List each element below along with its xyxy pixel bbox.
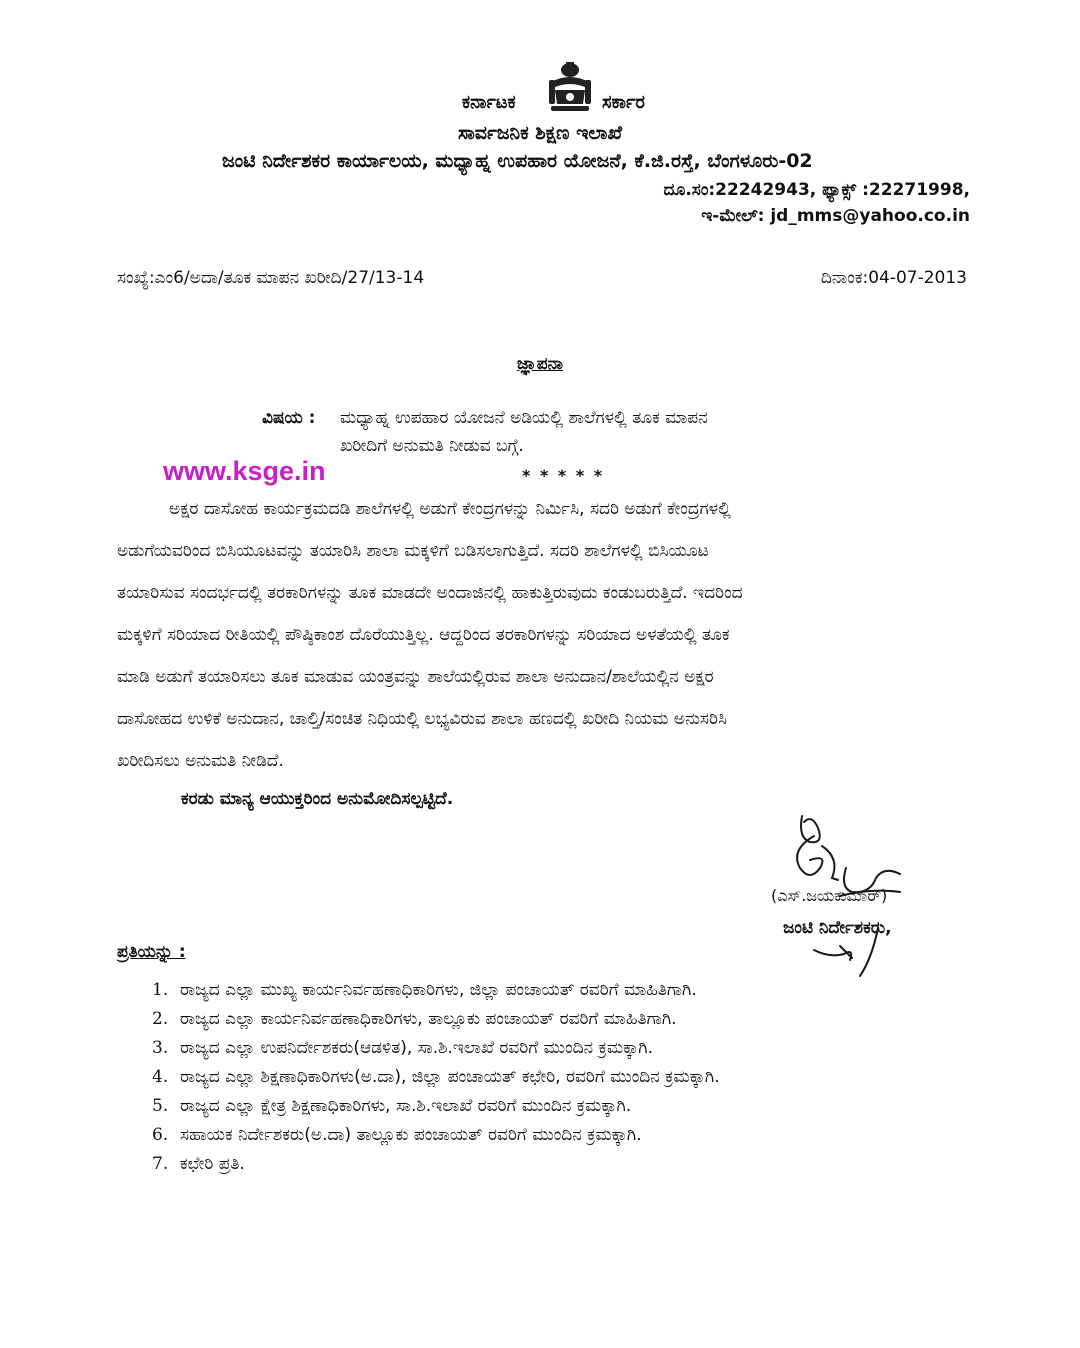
gov-right: ಸರ್ಕಾರ: [602, 92, 645, 113]
item-number: 2.: [152, 1009, 169, 1029]
item-text: ಸಹಾಯಕ ನಿರ್ದೇಶಕರು(ಅ.ದಾ) ತಾಲ್ಲೂಕು ಪಂಚಾಯತ್ ರವರಿಗೆ ಮುಂದಿನ ಕ್ರಮಕ್ಕಾಗಿ.: [180, 1125, 642, 1145]
subject-line-1: ಮಧ್ಯಾಹ್ನ ಉಪಹಾರ ಯೋಜನೆ ಅಡಿಯಲ್ಲಿ ಶಾಲೆಗಳಲ್ಲಿ ತೂಕ ಮಾಪನ: [340, 408, 708, 428]
item-text: ರಾಜ್ಯದ ಎಲ್ಲಾ ಕಾರ್ಯನಿರ್ವಹಣಾಧಿಕಾರಿಗಳು, ತಾಲ್ಲೂಕು ಪಂಚಾಯತ್ ರವರಿಗೆ ಮಾಹಿತಿಗಾಗಿ.: [180, 1009, 677, 1029]
item-number: 1.: [152, 980, 169, 1000]
subject-line-2: ಖರೀದಿಗೆ ಅನುಮತಿ ನೀಡುವ ಬಗ್ಗೆ.: [340, 436, 524, 456]
copies-heading: ಪ್ರತಿಯನ್ನು :: [117, 942, 186, 962]
list-item: [152, 1150, 720, 1179]
email-line: ಇ-ಮೇಲ್: jd_mms@yahoo.co.in: [701, 206, 970, 226]
signatory-name: (ಎಸ್.ಜಯಕುಮಾರ್): [771, 886, 888, 905]
phone-fax: ದೂ.ಸಂ:22242943, ಫ್ಯಾಕ್ಸ್ :22271998,: [663, 180, 970, 200]
list-item: [152, 1005, 720, 1034]
state-emblem-icon: [545, 60, 595, 114]
list-item: [152, 1092, 720, 1121]
body-line: ತಯಾರಿಸುವ ಸಂದರ್ಭದಲ್ಲಿ ತರಕಾರಿಗಳನ್ನು ತೂಕ ಮಾಡದೇ ಅಂದಾಜಿನಲ್ಲಿ ಹಾಕುತ್ತಿರುವುದು ಕಂಡುಬರುತ್ತಿದೆ. ಇದರಿಂದ: [117, 583, 743, 603]
item-number: 7.: [152, 1154, 169, 1174]
item-text: ರಾಜ್ಯದ ಎಲ್ಲಾ ಮುಖ್ಯ ಕಾರ್ಯನಿರ್ವಹಣಾಧಿಕಾರಿಗಳು, ಜಿಲ್ಲಾ ಪಂಚಾಯತ್ ರವರಿಗೆ ಮಾಹಿತಿಗಾಗಿ.: [180, 980, 697, 1000]
memo-body: [117, 488, 1013, 782]
list-item: [152, 1034, 720, 1063]
list-item: [152, 1063, 720, 1092]
body-line: ಮಕ್ಕಳಿಗೆ ಸರಿಯಾದ ರೀತಿಯಲ್ಲಿ ಪೌಷ್ಠಿಕಾಂಶ ದೊರೆಯುತ್ತಿಲ್ಲ. ಆದ್ದರಿಂದ ತರಕಾರಿಗಳನ್ನು ಸರಿಯಾದ ಅಳತೆಯಲ್ಲಿ ತೂಕ: [117, 625, 730, 645]
item-number: 3.: [152, 1038, 169, 1058]
body-line: ದಾಸೋಹದ ಉಳಿಕೆ ಅನುದಾನ, ಚಾಲ್ತಿ/ಸಂಚಿತ ನಿಧಿಯಲ್ಲಿ ಲಭ್ಯವಿರುವ ಶಾಲಾ ಹಣದಲ್ಲಿ ಖರೀದಿ ನಿಯಮ ಅನುಸರಿಸಿ: [117, 709, 727, 729]
reference-number: ಸಂಖ್ಯೆ:ಎಂ6/ಅದಾ/ತೂಕ ಮಾಪನ ಖರೀದಿ/27/13-14: [117, 268, 425, 288]
office-address: ಜಂಟಿ ನಿರ್ದೇಶಕರ ಕಾರ್ಯಾಲಯ, ಮಧ್ಯಾಹ್ನ ಉಪಹಾರ ಯೋಜನೆ, ಕೆ.ಜಿ.ರಸ್ತೆ, ಬೆಂಗಳೂರು-02: [222, 150, 813, 172]
subject-label: ವಿಷಯ :: [262, 408, 316, 428]
body-line: ಅಕ್ಷರ ದಾಸೋಹ ಕಾರ್ಯಕ್ರಮದಡಿ ಶಾಲೆಗಳಲ್ಲಿ ಅಡುಗೆ ಕೇಂದ್ರಗಳನ್ನು ನಿರ್ಮಿಸಿ, ಸದರಿ ಅಡುಗೆ ಕೇಂದ್ರಗಳಲ್ಲಿ: [169, 499, 731, 519]
item-text: ರಾಜ್ಯದ ಎಲ್ಲಾ ಉಪನಿರ್ದೇಶಕರು(ಆಡಳಿತ), ಸಾ.ಶಿ.ಇಲಾಖೆ ರವರಿಗೆ ಮುಂದಿನ ಕ್ರಮಕ್ಕಾಗಿ.: [180, 1038, 654, 1058]
website-watermark: www.ksge.in: [163, 456, 326, 486]
reference-date: ದಿನಾಂಕ:04-07-2013: [820, 268, 967, 288]
memo-title: ಜ್ಞಾಪನಾ: [516, 354, 564, 374]
item-text: ರಾಜ್ಯದ ಎಲ್ಲಾ ಶಿಕ್ಷಣಾಧಿಕಾರಿಗಳು(ಅ.ದಾ), ಜಿಲ್ಲಾ ಪಂಚಾಯತ್ ಕಛೇರಿ, ರವರಿಗೆ ಮುಂದಿನ ಕ್ರಮಕ್ಕಾಗಿ.: [180, 1067, 720, 1087]
item-number: 5.: [152, 1096, 169, 1116]
separator-stars: * * * * *: [522, 466, 605, 485]
list-item: [152, 1121, 720, 1150]
copies-list: [152, 976, 720, 1179]
item-text: ರಾಜ್ಯದ ಎಲ್ಲಾ ಕ್ಷೇತ್ರ ಶಿಕ್ಷಣಾಧಿಕಾರಿಗಳು, ಸಾ.ಶಿ.ಇಲಾಖೆ ರವರಿಗೆ ಮುಂದಿನ ಕ್ರಮಕ್ಕಾಗಿ.: [180, 1096, 632, 1116]
gov-left: ಕರ್ನಾಟಕ: [462, 92, 516, 113]
approval-note: ಕರಡು ಮಾನ್ಯ ಆಯುಕ್ತರಿಂದ ಅನುಮೋದಿಸಲ್ಪಟ್ಟಿದೆ.: [181, 789, 454, 809]
item-text: ಕಛೇರಿ ಪ್ರತಿ.: [180, 1154, 245, 1174]
body-line: ಮಾಡಿ ಅಡುಗೆ ತಯಾರಿಸಲು ತೂಕ ಮಾಡುವ ಯಂತ್ರವನ್ನು ಶಾಲೆಯಲ್ಲಿರುವ ಶಾಲಾ ಅನುದಾನ/ಶಾಲೆಯಲ್ಲಿನ ಅಕ್ಷರ: [117, 667, 714, 687]
body-line: ಅಡುಗೆಯವರಿಂದ ಬಿಸಿಯೂಟವನ್ನು ತಯಾರಿಸಿ ಶಾಲಾ ಮಕ್ಕಳಿಗೆ ಬಡಿಸಲಾಗುತ್ತಿದೆ. ಸದರಿ ಶಾಲೆಗಳಲ್ಲಿ ಬಿಸಿಯೂಟ: [117, 541, 709, 561]
signatory-designation: ಜಂಟಿ ನಿರ್ದೇಶಕರು,: [783, 918, 892, 938]
list-item: [152, 976, 720, 1005]
item-number: 4.: [152, 1067, 169, 1087]
item-number: 6.: [152, 1125, 169, 1145]
body-line: ಖರೀದಿಸಲು ಅನುಮತಿ ನೀಡಿದೆ.: [117, 751, 284, 771]
department-name: ಸಾರ್ವಜನಿಕ ಶಿಕ್ಷಣ ಇಲಾಖೆ: [457, 122, 623, 144]
